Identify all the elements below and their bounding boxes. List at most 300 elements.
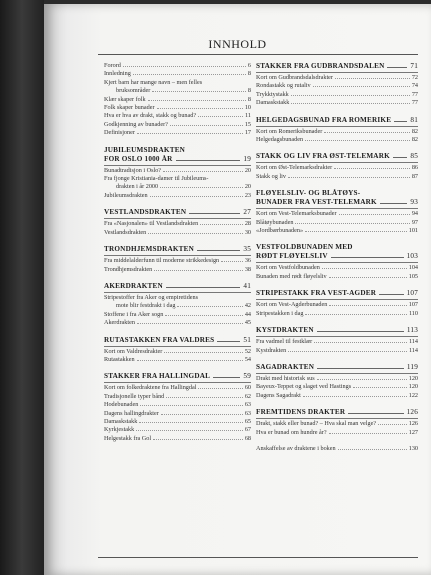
heading-underline — [256, 299, 418, 300]
section-heading-line: JUBILEUMSDRAKTEN — [104, 145, 186, 154]
toc-entry-page: 20 — [244, 166, 251, 174]
toc-section — [104, 208, 251, 237]
section-heading-page: 59 — [243, 372, 251, 381]
toc-entry-title: Helgedagsbunaden — [256, 136, 304, 144]
toc-entry-title: Kort om Vestfoldbunaden — [256, 264, 320, 272]
toc-entry — [104, 167, 251, 175]
toc-entry-title: Hodebunaden — [104, 401, 139, 409]
toc-entry-title: Klær skaper folk — [104, 95, 146, 103]
heading-underline — [256, 72, 418, 73]
section-heading — [104, 155, 251, 164]
section-heading-title: STRIPESTAKK FRA VEST-AGDER — [256, 289, 377, 298]
heading-leader — [176, 160, 241, 161]
toc-entry-title: Dagens Sagadrakt — [256, 391, 301, 399]
toc-entry — [104, 426, 251, 434]
toc-section — [256, 152, 418, 181]
toc-entry-page: 8 — [247, 70, 251, 78]
toc-entry-title: Kystdrakten — [256, 346, 287, 354]
dot-leader — [139, 422, 242, 423]
toc-entry — [256, 219, 418, 227]
toc-entry-title: Fra vadmel til festklær — [256, 338, 313, 346]
toc-section — [104, 372, 251, 443]
toc-entry-title: drakten i år 2000 — [116, 183, 159, 191]
toc-entry-title: Kort om folkedraktene fra Hallingdal — [104, 384, 197, 392]
toc-entry-title: Stripestoffer fra Aker og empiretidens — [104, 293, 199, 301]
dot-leader — [329, 277, 407, 278]
toc-entry-title: Trondhjemsdrakten — [104, 265, 153, 273]
toc-entry-page: 122 — [408, 391, 418, 399]
toc-entry-title: Stakk og liv — [256, 172, 286, 180]
toc-left-column — [104, 62, 251, 451]
dot-leader — [288, 177, 410, 178]
toc-entry-page: 126 — [408, 420, 418, 428]
dot-leader — [148, 233, 243, 234]
toc-entry-title: Godkjenning av bunader? — [104, 120, 168, 128]
section-heading-title: STAKKER FRA HALLINGDAL — [104, 372, 211, 381]
section-heading — [256, 408, 418, 417]
dot-leader — [161, 414, 243, 415]
toc-entry — [256, 128, 418, 136]
dot-leader — [137, 133, 243, 134]
toc-entry — [104, 79, 251, 87]
toc-entry-page: 101 — [408, 227, 418, 235]
dot-leader — [305, 314, 407, 315]
toc-entry-title: Kort om Vest-Agderbunaden — [256, 301, 328, 309]
toc-entry-title: Anskaffelse av draktene i boken — [256, 444, 336, 452]
toc-entry — [256, 227, 418, 235]
toc-entry-page: 86 — [411, 164, 418, 172]
section-heading — [256, 252, 418, 261]
dot-leader — [150, 196, 243, 197]
dot-leader — [137, 323, 243, 324]
dot-leader — [137, 360, 243, 361]
toc-entry-page: 17 — [244, 129, 251, 137]
heading-underline — [104, 346, 251, 347]
section-heading-page: 19 — [243, 154, 251, 163]
dot-leader — [198, 388, 242, 389]
toc-entry-page: 65 — [244, 417, 251, 425]
section-heading-title: FREMTIDENS DRAKTER — [256, 408, 346, 417]
toc-entry — [104, 418, 251, 426]
section-heading-line: VESTFOLDBUNADEN MED — [256, 243, 353, 252]
toc-section — [104, 62, 251, 138]
toc-section — [256, 363, 418, 400]
toc-entry-page: 8 — [247, 95, 251, 103]
toc-entry — [104, 319, 251, 327]
toc-entry — [256, 210, 418, 218]
toc-entry-page: 94 — [411, 210, 418, 218]
toc-entry-page: 20 — [244, 183, 251, 191]
bottom-rule — [98, 557, 418, 558]
dot-leader — [322, 268, 407, 269]
toc-entry — [256, 310, 418, 318]
toc-entry-title: Tradisjonelle typer bånd — [104, 392, 165, 400]
toc-entry — [104, 410, 251, 418]
toc-entry-page: 120 — [408, 374, 418, 382]
dot-leader — [154, 270, 243, 271]
toc-entry — [256, 301, 418, 309]
toc-entry-title: Kyrkjestakk — [104, 426, 135, 434]
section-heading-page: 41 — [243, 281, 251, 290]
dot-leader — [305, 231, 407, 232]
toc-entry-title: bruksområder — [116, 87, 151, 95]
toc-entry-title: Hva er hva av drakt, stakk og bunad? — [104, 112, 197, 120]
toc-entry — [104, 294, 251, 302]
toc-section — [256, 326, 418, 355]
toc-entry-page: 114 — [408, 346, 418, 354]
toc-entry — [104, 70, 251, 78]
toc-entry-title: Jubileumsdrakten — [104, 191, 148, 199]
toc-entry-title: Drakt, stakk eller bunad? – Hva skal man velge? — [256, 420, 377, 428]
section-heading-title: AKERDRAKTEN — [104, 281, 163, 290]
heading-leader — [394, 121, 407, 122]
toc-entry-page: 28 — [244, 220, 251, 228]
toc-entry — [104, 87, 251, 95]
toc-section — [256, 445, 418, 453]
dot-leader — [152, 91, 246, 92]
section-heading-page: 35 — [243, 245, 251, 254]
dot-leader — [288, 351, 407, 352]
section-heading-page: 113 — [406, 326, 418, 335]
toc-section — [256, 62, 418, 108]
toc-entry-title: Kort om Øst-Telemarksdrakter — [256, 164, 333, 172]
toc-section — [104, 282, 251, 328]
dot-leader — [338, 449, 407, 450]
toc-entry-title: Fra «Nasjonalen» til Vestlandsdrakten — [104, 220, 199, 228]
toc-entry — [256, 82, 418, 90]
toc-entry — [256, 264, 418, 272]
toc-entry-page: 67 — [244, 426, 251, 434]
heading-underline — [104, 255, 251, 256]
toc-entry-page: 68 — [244, 434, 251, 442]
heading-leader — [166, 287, 240, 288]
dot-leader — [324, 132, 409, 133]
toc-entry-title: Fra fjonge Kristiania-damer til Jubileums- — [104, 175, 209, 183]
toc-entry — [256, 136, 418, 144]
toc-entry-page: 52 — [244, 347, 251, 355]
toc-entry — [104, 302, 251, 310]
dot-leader — [339, 214, 410, 215]
section-heading-page: 27 — [243, 208, 251, 217]
toc-entry-page: 54 — [244, 355, 251, 363]
section-heading — [104, 372, 251, 381]
toc-entry-title: Kjert barn har mange navn – men felles — [104, 78, 203, 86]
toc-entry — [104, 266, 251, 274]
toc-section — [256, 116, 418, 145]
toc-entry — [104, 104, 251, 112]
toc-entry-page: 63 — [244, 409, 251, 417]
toc-entry-title: Kort om Gudbrandsdalsdrakter — [256, 74, 333, 81]
section-heading-title: VESTLANDSDRAKTEN — [104, 208, 187, 217]
section-heading-title: BUNADER FRA VEST-TELEMARK — [256, 198, 377, 207]
toc-entry-title: Dagens hallingdrakter — [104, 409, 159, 417]
toc-right-column — [256, 62, 418, 461]
toc-entry-page: 114 — [408, 338, 418, 346]
dot-leader — [148, 100, 246, 101]
toc-section — [104, 336, 251, 365]
section-heading-page: 81 — [410, 115, 418, 124]
toc-entry-title: Forord — [104, 62, 121, 69]
toc-entry-title: Bunadtradisjon i Oslo? — [104, 166, 162, 174]
heading-leader — [317, 368, 404, 369]
toc-entry — [104, 62, 251, 70]
dot-leader — [166, 397, 243, 398]
heading-leader — [217, 341, 240, 342]
toc-entry — [104, 192, 251, 200]
dot-leader — [329, 305, 406, 306]
toc-entry-title: Drakt med historisk sus — [256, 374, 315, 382]
section-heading — [256, 62, 418, 71]
toc-entry-page: 130 — [408, 444, 418, 452]
toc-entry — [256, 91, 418, 99]
dot-leader — [133, 74, 246, 75]
dot-leader — [221, 261, 243, 262]
toc-entry — [256, 173, 418, 181]
section-heading — [256, 116, 418, 125]
section-heading-page: 51 — [243, 335, 251, 344]
toc-entry — [256, 392, 418, 400]
toc-entry-page: 107 — [408, 301, 418, 309]
heading-underline — [104, 382, 251, 383]
section-heading — [104, 336, 251, 345]
toc-entry-title: Definisjoner — [104, 129, 135, 137]
toc-entry-title: Vestlandsdrakten — [104, 228, 147, 236]
dot-leader — [335, 78, 410, 79]
heading-leader — [213, 377, 240, 378]
section-heading — [256, 198, 418, 207]
toc-entry-page: 38 — [244, 265, 251, 273]
toc-entry-title: Stripestakken i dag — [256, 309, 304, 317]
toc-entry-page: 82 — [411, 136, 418, 144]
toc-entry — [104, 257, 251, 265]
toc-section — [104, 245, 251, 274]
toc-entry — [256, 375, 418, 383]
toc-entry-title: Trykktystakk — [256, 90, 289, 98]
toc-entry — [104, 121, 251, 129]
toc-entry-title: Damaskstakk — [256, 99, 290, 107]
toc-entry — [104, 393, 251, 401]
heading-leader — [197, 250, 240, 251]
heading-underline — [256, 418, 418, 419]
toc-entry-title: Damaskstakk — [104, 417, 138, 425]
toc-entry-page: 62 — [244, 392, 251, 400]
toc-entry-title: Akerdrakten — [104, 319, 135, 327]
toc-entry-page: 72 — [411, 74, 418, 81]
dot-leader — [140, 405, 242, 406]
dot-leader — [177, 306, 242, 307]
heading-leader — [379, 294, 404, 295]
toc-entry-title: Folk skaper bunader — [104, 104, 155, 112]
heading-underline — [104, 292, 251, 293]
toc-entry-title: Hva er bunad om hundre år? — [256, 428, 327, 436]
toc-entry — [256, 74, 418, 82]
toc-entry-page: 10 — [244, 104, 251, 112]
section-heading-page: 93 — [410, 198, 418, 207]
toc-entry — [256, 273, 418, 281]
toc-entry-page: 15 — [244, 120, 251, 128]
dot-leader — [295, 223, 409, 224]
dot-leader — [291, 103, 409, 104]
page-title: INNHOLD — [208, 37, 267, 51]
toc-entry — [256, 347, 418, 355]
toc-entry-title: Stoffene i fra Aker sogn — [104, 310, 164, 318]
heading-leader — [380, 203, 408, 204]
toc-entry-page: 11 — [245, 112, 251, 120]
toc-entry — [104, 435, 251, 443]
section-heading-title: STAKKER FRA GUDBRANDSDALEN — [256, 62, 385, 70]
toc-entry-title: «Jordbærbunaden» — [256, 227, 304, 235]
heading-underline — [256, 126, 418, 127]
toc-entry — [104, 348, 251, 356]
toc-entry-title: Blåtøybunaden — [256, 218, 294, 226]
toc-section — [256, 243, 418, 281]
section-heading-page: 71 — [410, 62, 418, 70]
section-heading-title: HELGEDAGSBUNAD FRA ROMERIKE — [256, 115, 392, 124]
toc-entry-page: 30 — [244, 228, 251, 236]
toc-entry — [256, 445, 418, 453]
toc-entry-page: 77 — [411, 99, 418, 107]
dot-leader — [136, 430, 243, 431]
heading-leader — [387, 67, 407, 68]
section-heading — [256, 289, 418, 298]
dot-leader — [160, 187, 243, 188]
heading-underline — [256, 373, 418, 374]
toc-entry — [104, 229, 251, 237]
section-heading-page: 103 — [406, 252, 418, 261]
toc-entry-page: 77 — [411, 90, 418, 98]
section-heading-title: RUTASTAKKEN FRA VALDRES — [104, 335, 215, 344]
book-spine — [0, 0, 44, 575]
section-heading-title: FOR OSLO 1000 ÅR — [104, 154, 173, 163]
toc-entry-page: 74 — [411, 82, 418, 90]
dot-leader — [303, 396, 407, 397]
heading-underline — [256, 162, 418, 163]
toc-entry — [104, 129, 251, 137]
toc-entry-page: 97 — [411, 218, 418, 226]
toc-entry — [104, 96, 251, 104]
toc-entry-title: Rondastakk og rutaliv — [256, 82, 311, 90]
section-heading — [104, 245, 251, 254]
toc-section — [256, 189, 418, 235]
heading-underline — [256, 262, 418, 263]
heading-leader — [317, 331, 404, 332]
toc-entry-title: Kort om Romeriksbunader — [256, 127, 323, 135]
toc-entry — [256, 338, 418, 346]
toc-entry-title: Bunaden med rødt fløyelsliv — [256, 272, 327, 280]
toc-entry — [256, 164, 418, 172]
section-heading-page: 85 — [410, 152, 418, 161]
book-page — [44, 4, 431, 575]
toc-section — [256, 289, 418, 318]
top-rule — [98, 54, 418, 55]
toc-entry — [104, 220, 251, 228]
section-heading-line: FLØYELSLIV- OG BLÅTØYS- — [256, 189, 361, 198]
dot-leader — [123, 66, 246, 67]
section-heading — [256, 363, 418, 372]
toc-entry — [256, 420, 418, 428]
dot-leader — [329, 433, 407, 434]
toc-entry-page: 105 — [408, 272, 418, 280]
toc-entry — [104, 384, 251, 392]
toc-entry-page: 44 — [244, 310, 251, 318]
section-heading — [256, 152, 418, 161]
dot-leader — [353, 387, 407, 388]
toc-entry-page: 23 — [244, 191, 251, 199]
toc-entry-title: Bayeux-Teppet og slaget ved Hastings — [256, 383, 352, 391]
toc-entry — [104, 311, 251, 319]
toc-entry-page: 45 — [244, 319, 251, 327]
toc-entry — [256, 99, 418, 107]
dot-leader — [305, 140, 410, 141]
toc-entry-page: 6 — [247, 62, 251, 69]
toc-entry-page: 87 — [411, 172, 418, 180]
section-heading-page: 126 — [406, 408, 418, 417]
section-heading — [104, 282, 251, 291]
heading-underline — [104, 165, 251, 166]
heading-underline — [104, 218, 251, 219]
toc-entry-title: Kort om Vest-Telemarksbunader — [256, 210, 337, 218]
toc-entry — [256, 429, 418, 437]
heading-underline — [256, 336, 418, 337]
toc-entry-page: 42 — [244, 302, 251, 310]
toc-entry-page: 8 — [247, 87, 251, 95]
toc-entry-title: Innledning — [104, 70, 131, 78]
dot-leader — [198, 116, 243, 117]
toc-entry-page: 127 — [408, 428, 418, 436]
dot-leader — [317, 379, 407, 380]
toc-entry — [104, 183, 251, 191]
dot-leader — [164, 352, 243, 353]
heading-leader — [189, 213, 240, 214]
section-heading-page: 119 — [406, 362, 418, 371]
toc-entry-page: 36 — [244, 257, 251, 265]
section-heading — [104, 208, 251, 217]
section-heading — [256, 326, 418, 335]
toc-section — [104, 146, 251, 201]
heading-leader — [331, 257, 404, 258]
toc-entry — [104, 356, 251, 364]
section-heading-title: RØDT FLØYELSLIV — [256, 252, 328, 261]
toc-entry — [104, 112, 251, 120]
toc-entry — [104, 175, 251, 183]
section-heading-title: SAGADRAKTEN — [256, 362, 315, 371]
toc-entry-page: 63 — [244, 401, 251, 409]
dot-leader — [291, 95, 410, 96]
dot-leader — [200, 224, 243, 225]
section-heading-page: 107 — [406, 289, 418, 298]
toc-entry-page: 120 — [408, 383, 418, 391]
dot-leader — [153, 439, 243, 440]
section-heading-title: TRONDHJEMSDRAKTEN — [104, 245, 195, 254]
dot-leader — [170, 125, 243, 126]
toc-entry-title: Fra middelalderfunn til moderne strikkedesign — [104, 257, 220, 265]
heading-leader — [393, 157, 408, 158]
dot-leader — [163, 171, 243, 172]
dot-leader — [314, 342, 407, 343]
section-heading-title: KYSTDRAKTEN — [256, 326, 314, 335]
dot-leader — [157, 108, 243, 109]
heading-leader — [348, 413, 403, 414]
toc-entry-title: Rutastakken — [104, 355, 135, 363]
toc-section — [256, 408, 418, 437]
dot-leader — [334, 168, 410, 169]
dot-leader — [165, 315, 242, 316]
section-heading-title: STAKK OG LIV FRA ØST-TELEMARK — [256, 152, 390, 161]
toc-entry-page: 110 — [408, 309, 418, 317]
toc-entry-page: 82 — [411, 127, 418, 135]
toc-entry-page: 60 — [244, 384, 251, 392]
toc-entry-title: Helgestakk fra Gol — [104, 434, 152, 442]
